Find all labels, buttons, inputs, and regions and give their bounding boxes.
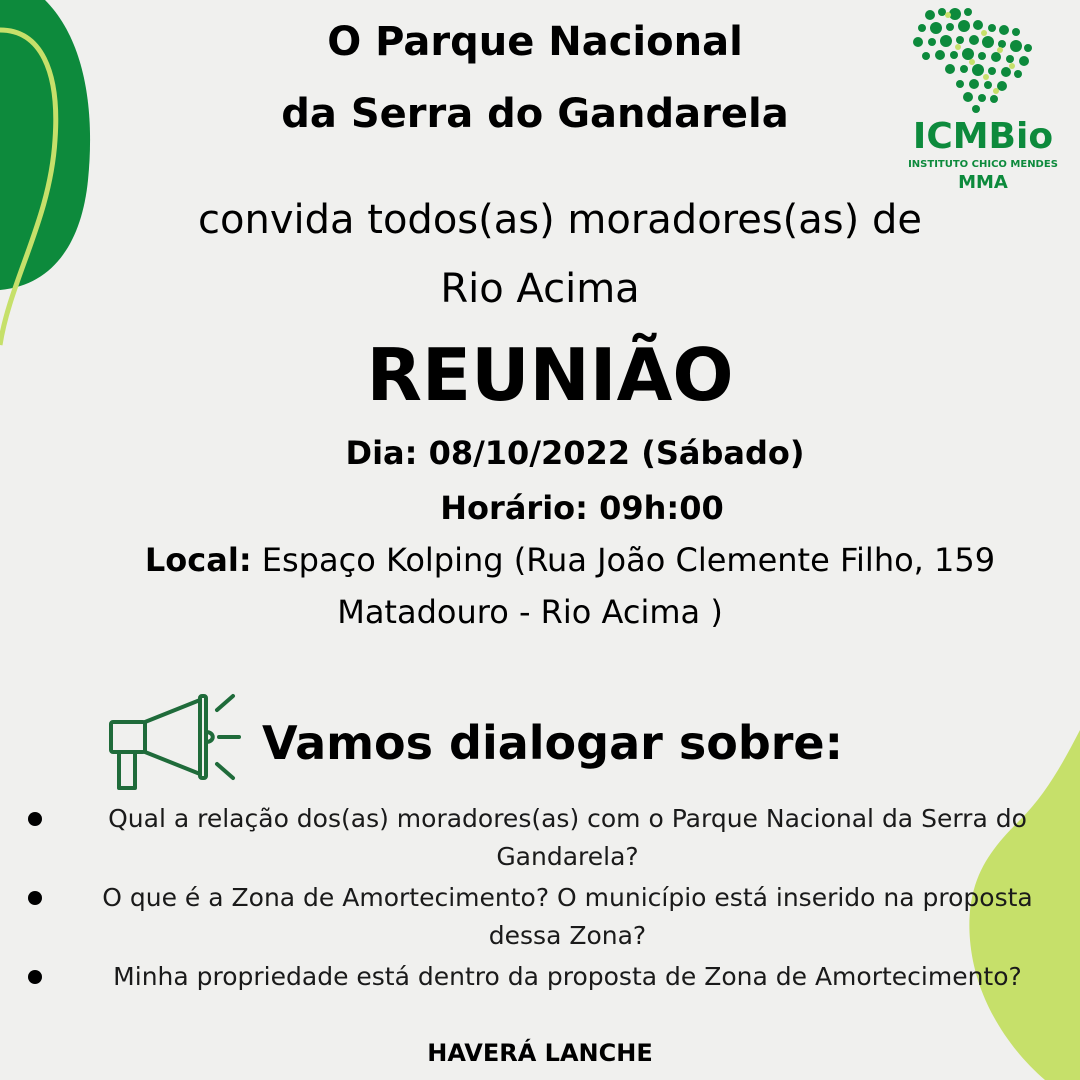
location-label: Local: [144,541,252,579]
logo-subtitle: INSTITUTO CHICO MENDES [908,159,1058,170]
list-item [95,958,1040,996]
icmbio-logo [900,0,1070,195]
list-item [95,800,1040,876]
event-location [100,538,1040,582]
topic-line: Minha propriedade está dentro da proposta de Zona de Amortecimento? [113,962,1022,991]
page-title [230,20,840,136]
decorative-left-leaf [0,0,120,370]
topic-line: Gandarela? [496,842,639,871]
event-date: Dia: 08/10/2022 (Sábado) [345,434,805,472]
dialog-title: Vamos dialogar sobre: [262,716,844,770]
list-item [95,879,1040,955]
event-time: Horário: 09h:00 [440,489,724,527]
title-line-1: O Parque Nacional [327,19,743,65]
megaphone-icon [105,692,245,792]
invite-text: convida todos(as) moradores(as) de [198,197,922,243]
location-address-line-2: Matadouro - Rio Acima ) [337,593,723,631]
event-heading: REUNIÃO [366,333,734,417]
bullet-icon [28,970,42,984]
title-line-2: da Serra do Gandarela [281,91,789,137]
logo-ministry: MMA [958,172,1008,193]
footer-note: HAVERÁ LANCHE [427,1039,653,1067]
location-address-line-1: Espaço Kolping (Rua João Clemente Filho, 159 [251,541,996,579]
invite-town: Rio Acima [440,266,640,312]
logo-map-icon [900,0,1070,195]
logo-name: ICMBio [912,116,1054,157]
bullet-icon [28,812,42,826]
bullet-icon [28,891,42,905]
topic-line: O que é a Zona de Amortecimento? O município está inserido na proposta [102,883,1033,912]
topic-line: Qual a relação dos(as) moradores(as) com o Parque Nacional da Serra do [108,804,1027,833]
topic-line: dessa Zona? [488,921,647,950]
